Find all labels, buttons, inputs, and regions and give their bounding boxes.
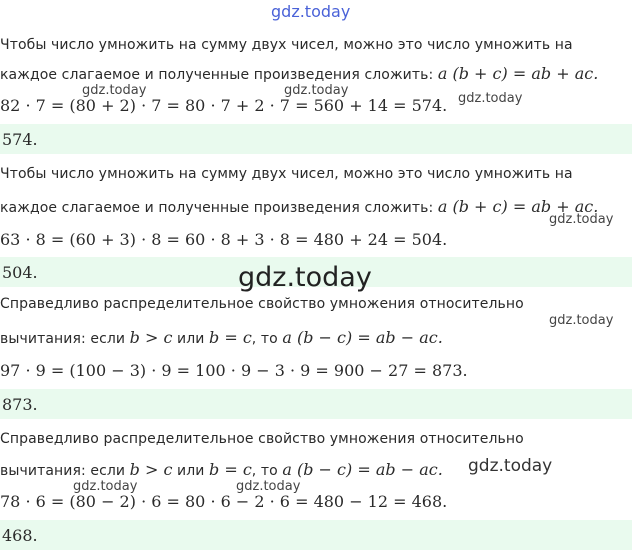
rule-text-line2 xyxy=(0,330,443,346)
watermark: gdz.today xyxy=(236,479,301,494)
answer-box xyxy=(0,124,632,154)
rule-text: , то xyxy=(251,463,283,479)
watermark-center: gdz.today xyxy=(238,262,372,293)
rule-formula: a (b − c) = ab − ac. xyxy=(282,328,443,347)
rule-formula: a (b + c) = ab + ac. xyxy=(437,64,599,83)
rule-formula: a (b + c) = ab + ac. xyxy=(437,197,599,216)
answer-box xyxy=(0,389,632,419)
rule-text: каждое слагаемое и полученные произведения сложить: xyxy=(0,200,438,216)
rule-text: , то xyxy=(251,331,283,347)
rule-text: или xyxy=(172,331,209,347)
rule-text-line1: Справедливо распределительное свойство умножения относительно xyxy=(0,431,524,447)
rule-text-line1: Чтобы число умножить на сумму двух чисел, можно это число умножить на xyxy=(0,166,573,182)
rule-formula: a (b − c) = ab − ac. xyxy=(282,460,443,479)
rule-text-line2 xyxy=(0,462,443,478)
condition-formula: b > c xyxy=(129,328,173,347)
equation: 63 · 8 = (60 + 3) · 8 = 60 · 8 + 3 · 8 = 480 + 24 = 504. xyxy=(0,230,448,249)
equation: 97 · 9 = (100 − 3) · 9 = 100 · 9 − 3 · 9 = 900 − 27 = 873. xyxy=(0,361,468,380)
watermark-top: gdz.today xyxy=(271,2,351,21)
rule-text: вычитания: если xyxy=(0,331,130,347)
watermark: gdz.today xyxy=(82,83,147,98)
rule-text: вычитания: если xyxy=(0,463,130,479)
rule-text: или xyxy=(172,463,209,479)
watermark: gdz.today xyxy=(73,479,138,494)
watermark: gdz.today xyxy=(549,313,614,328)
rule-text-line1: Справедливо распределительное свойство умножения относительно xyxy=(0,296,524,312)
answer-box xyxy=(0,520,632,550)
answer-value: 504. xyxy=(2,263,38,282)
answer-value: 468. xyxy=(2,526,38,545)
rule-text-line1: Чтобы число умножить на сумму двух чисел, можно это число умножить на xyxy=(0,37,573,53)
rule-text: каждое слагаемое и полученные произведения сложить: xyxy=(0,67,438,83)
equation: 82 · 7 = (80 + 2) · 7 = 80 · 7 + 2 · 7 = 560 + 14 = 574. xyxy=(0,96,448,115)
watermark: gdz.today xyxy=(468,456,553,476)
condition-formula: b = c xyxy=(209,328,252,347)
rule-text-line2 xyxy=(0,66,598,82)
equation: 78 · 6 = (80 − 2) · 6 = 80 · 6 − 2 · 6 = 480 − 12 = 468. xyxy=(0,492,448,511)
condition-formula: b > c xyxy=(129,460,173,479)
condition-formula: b = c xyxy=(209,460,252,479)
watermark: gdz.today xyxy=(284,83,349,98)
rule-text-line2 xyxy=(0,199,598,215)
answer-value: 873. xyxy=(2,395,38,414)
watermark: gdz.today xyxy=(549,212,614,227)
answer-value: 574. xyxy=(2,130,38,149)
watermark: gdz.today xyxy=(458,91,523,106)
